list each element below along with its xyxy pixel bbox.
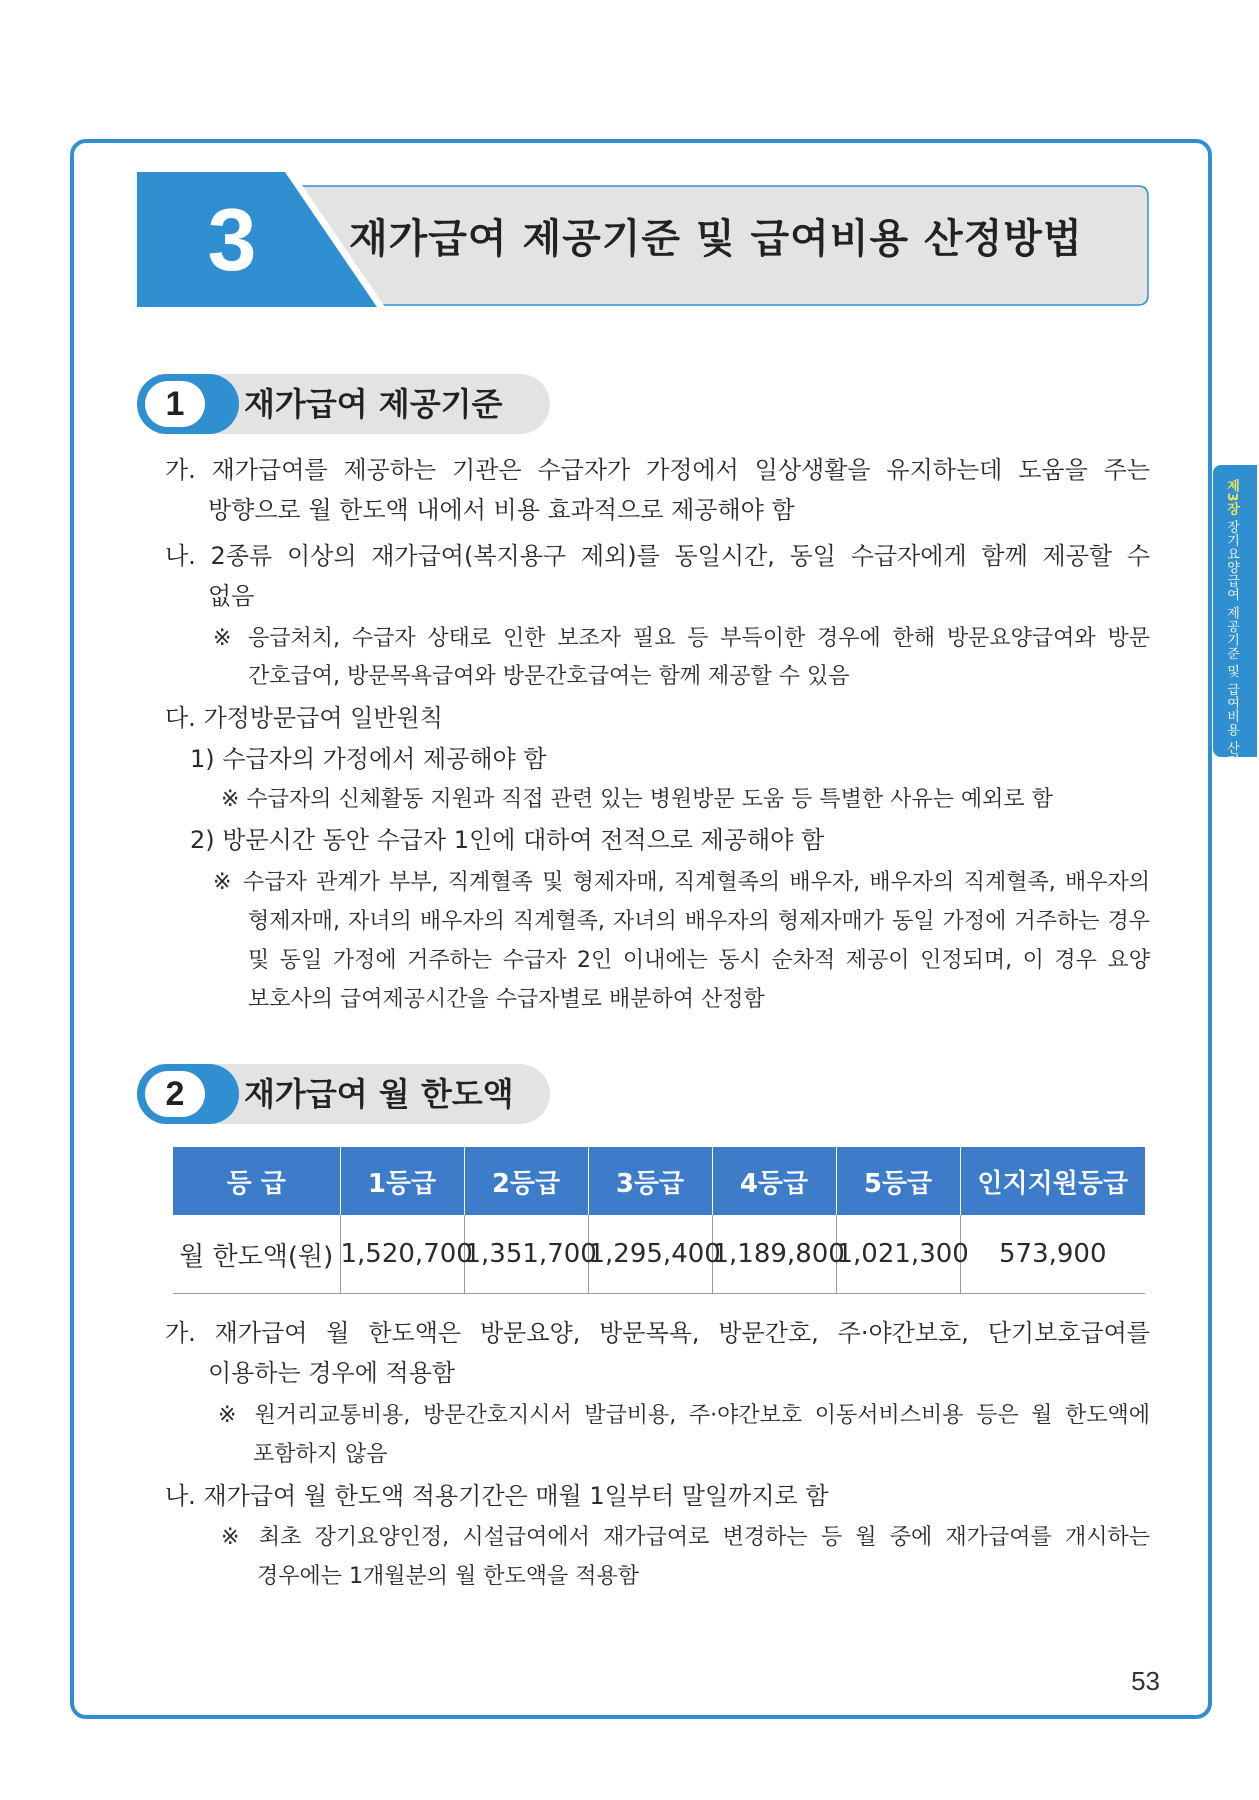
s1-na-line2: 없음	[208, 582, 255, 610]
side-tab-chapter: 제3장	[1224, 479, 1239, 516]
section-2-title: 재가급여 월 한도액	[244, 1075, 514, 1113]
table-header-cell: 3등급	[588, 1147, 712, 1215]
table-cell: 573,900	[960, 1215, 1145, 1294]
s2-ga-note-line1: ※ 원거리교통비용, 방문간호지시서 발급비용, 주·야간보호 이동서비스비용 등은 월 한도액에	[218, 1403, 1150, 1428]
chapter-title: 재가급여 제공기준 및 급여비용 산정방법	[349, 216, 1083, 262]
s2-ga-line1: 가. 재가급여 월 한도액은 방문요양, 방문목욕, 방문간호, 주·야간보호, 단기보호급여를	[165, 1319, 1150, 1347]
table-header-cell: 1등급	[340, 1147, 464, 1215]
s2-ga-line2: 이용하는 경우에 적용함	[208, 1359, 456, 1387]
table-cell: 1,351,700	[464, 1215, 588, 1294]
table-cell: 1,189,800	[712, 1215, 836, 1294]
section-1-badge	[137, 374, 239, 434]
section-2-number: 2	[145, 1071, 205, 1117]
table-cell: 1,021,300	[836, 1215, 960, 1294]
table-header-row	[173, 1147, 1145, 1215]
s1-da-item1-note: ※ 수급자의 신체활동 지원과 직접 관련 있는 병원방문 도움 등 특별한 사유는 예외로 함	[221, 787, 1053, 812]
table-header-cell: 등 급	[173, 1147, 340, 1215]
s1-da-item2: 2) 방문시간 동안 수급자 1인에 대하여 전적으로 제공해야 함	[190, 826, 825, 854]
s1-na-line1: 나. 2종류 이상의 재가급여(복지용구 제외)를 동일시간, 동일 수급자에게 함께 제공할 수	[165, 542, 1150, 570]
s1-na-note-line1: ※ 응급처치, 수급자 상태로 인한 보조자 필요 등 부득이한 경우에 한해 방문요양급여와 방문	[213, 626, 1150, 651]
chapter-side-tab	[1213, 465, 1257, 796]
page-number: 53	[1131, 1666, 1160, 1696]
side-tab-text	[1222, 479, 1241, 795]
s1-da-item2-note-line4: 보호사의 급여제공시간을 수급자별로 배분하여 산정함	[248, 987, 765, 1012]
s1-na-note-line2: 간호급여, 방문목욕급여와 방문간호급여는 함께 제공할 수 있음	[248, 664, 850, 689]
s1-da-title: 다. 가정방문급여 일반원칙	[165, 704, 443, 732]
chapter-number: 3	[207, 190, 257, 289]
section-1-number: 1	[145, 381, 205, 427]
table-cell: 월 한도액(원)	[173, 1215, 340, 1294]
s2-na-note-line2: 경우에는 1개월분의 월 한도액을 적용함	[257, 1564, 640, 1589]
table-header-cell: 2등급	[464, 1147, 588, 1215]
s1-da-item1: 1) 수급자의 가정에서 제공해야 함	[190, 745, 547, 773]
section-1-header	[137, 374, 550, 434]
table-cell: 1,295,400	[588, 1215, 712, 1294]
table-header-cell: 5등급	[836, 1147, 960, 1215]
side-tab-title: 장기요양급여 제공기준 및 급여비용 산정기준	[1224, 520, 1239, 796]
section-1-title: 재가급여 제공기준	[244, 385, 503, 423]
s1-ga-line2: 방향으로 월 한도액 내에서 비용 효과적으로 제공해야 함	[208, 496, 795, 524]
s2-na-note-line1: ※ 최초 장기요양인정, 시설급여에서 재가급여로 변경하는 등 월 중에 재가급여를 개시하는	[221, 1525, 1150, 1550]
s2-na-line1: 나. 재가급여 월 한도액 적용기간은 매월 1일부터 말일까지로 함	[165, 1482, 829, 1510]
table-row	[173, 1215, 1145, 1294]
monthly-limit-table	[173, 1147, 1145, 1294]
s1-da-item2-note-line3: 및 동일 가정에 거주하는 수급자 2인 이내에는 동시 순차적 제공이 인정되며, 이 경우 요양	[248, 948, 1150, 973]
s1-da-item2-note-line1: ※ 수급자 관계가 부부, 직계혈족 및 형제자매, 직계혈족의 배우자, 배우자의 직계혈족, 배우자의	[213, 870, 1150, 895]
table-header-cell: 4등급	[712, 1147, 836, 1215]
s2-ga-note-line2: 포함하지 않음	[253, 1442, 388, 1467]
table-header-cell: 인지지원등급	[960, 1147, 1145, 1215]
chapter-banner	[137, 172, 1150, 307]
table-cell: 1,520,700	[340, 1215, 464, 1294]
s1-da-item2-note-line2: 형제자매, 자녀의 배우자의 직계혈족, 자녀의 배우자의 형제자매가 동일 가정에 거주하는 경우	[248, 909, 1150, 934]
section-2-badge	[137, 1064, 239, 1124]
section-2-header	[137, 1064, 550, 1124]
s1-ga-line1: 가. 재가급여를 제공하는 기관은 수급자가 가정에서 일상생활을 유지하는데 도움을 주는	[165, 456, 1150, 484]
